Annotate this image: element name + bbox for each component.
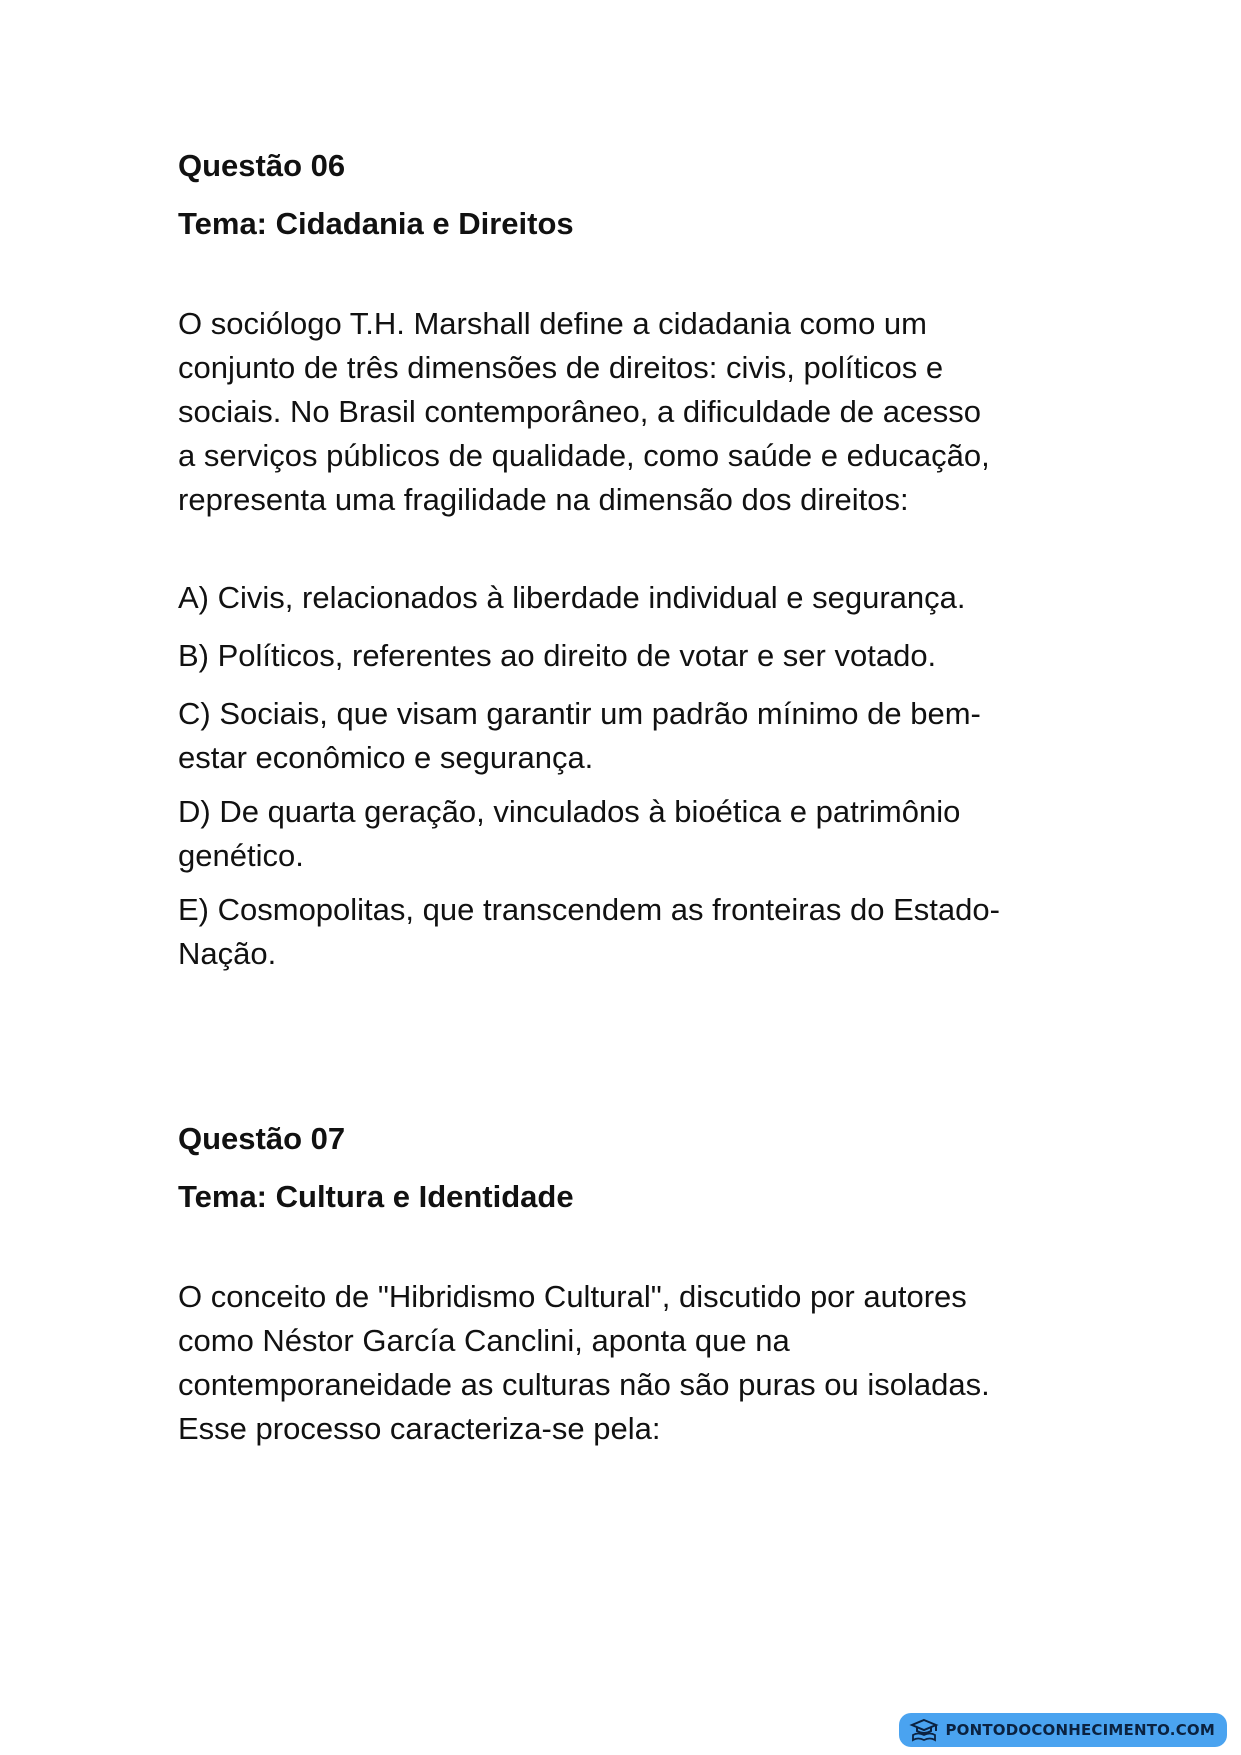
option-line: B) Políticos, referentes ao direito de votar e ser votado. <box>178 638 937 673</box>
option-line: estar econômico e segurança. <box>178 740 594 775</box>
question-06-statement <box>178 302 990 522</box>
option-b <box>178 634 936 678</box>
statement-line: a serviços públicos de qualidade, como saúde e educação, <box>178 438 990 473</box>
statement-line: sociais. No Brasil contemporâneo, a dificuldade de acesso <box>178 394 982 429</box>
option-c <box>178 692 981 780</box>
question-07-theme: Tema: Cultura e Identidade <box>178 1179 574 1214</box>
question-06-number: Questão 06 <box>178 148 346 183</box>
statement-line: conjunto de três dimensões de direitos: civis, políticos e <box>178 350 944 385</box>
statement-line: representa uma fragilidade na dimensão dos direitos: <box>178 482 909 517</box>
question-07-number: Questão 07 <box>178 1121 346 1156</box>
statement-line: Esse processo caracteriza-se pela: <box>178 1411 661 1446</box>
badge-text: PONTODOCONHECIMENTO.COM <box>945 1721 1215 1739</box>
question-06-theme: Tema: Cidadania e Direitos <box>178 206 574 241</box>
option-line: D) De quarta geração, vinculados à bioética e patrimônio <box>178 794 961 829</box>
option-line: C) Sociais, que visam garantir um padrão mínimo de bem- <box>178 696 981 731</box>
option-line: E) Cosmopolitas, que transcendem as fronteiras do Estado- <box>178 892 1000 927</box>
option-d <box>178 790 960 878</box>
graduation-cap-book-icon <box>909 1718 939 1742</box>
option-line: genético. <box>178 838 304 873</box>
option-line: Nação. <box>178 936 277 971</box>
option-a <box>178 576 966 620</box>
site-badge[interactable] <box>899 1713 1227 1747</box>
option-line: A) Civis, relacionados à liberdade individual e segurança. <box>178 580 966 615</box>
statement-line: O sociólogo T.H. Marshall define a cidadania como um <box>178 306 927 341</box>
statement-line: contemporaneidade as culturas não são puras ou isoladas. <box>178 1367 990 1402</box>
option-e <box>178 888 1000 976</box>
statement-line: O conceito de "Hibridismo Cultural", discutido por autores <box>178 1279 967 1314</box>
statement-line: como Néstor García Canclini, aponta que na <box>178 1323 790 1358</box>
question-07-statement <box>178 1275 990 1451</box>
